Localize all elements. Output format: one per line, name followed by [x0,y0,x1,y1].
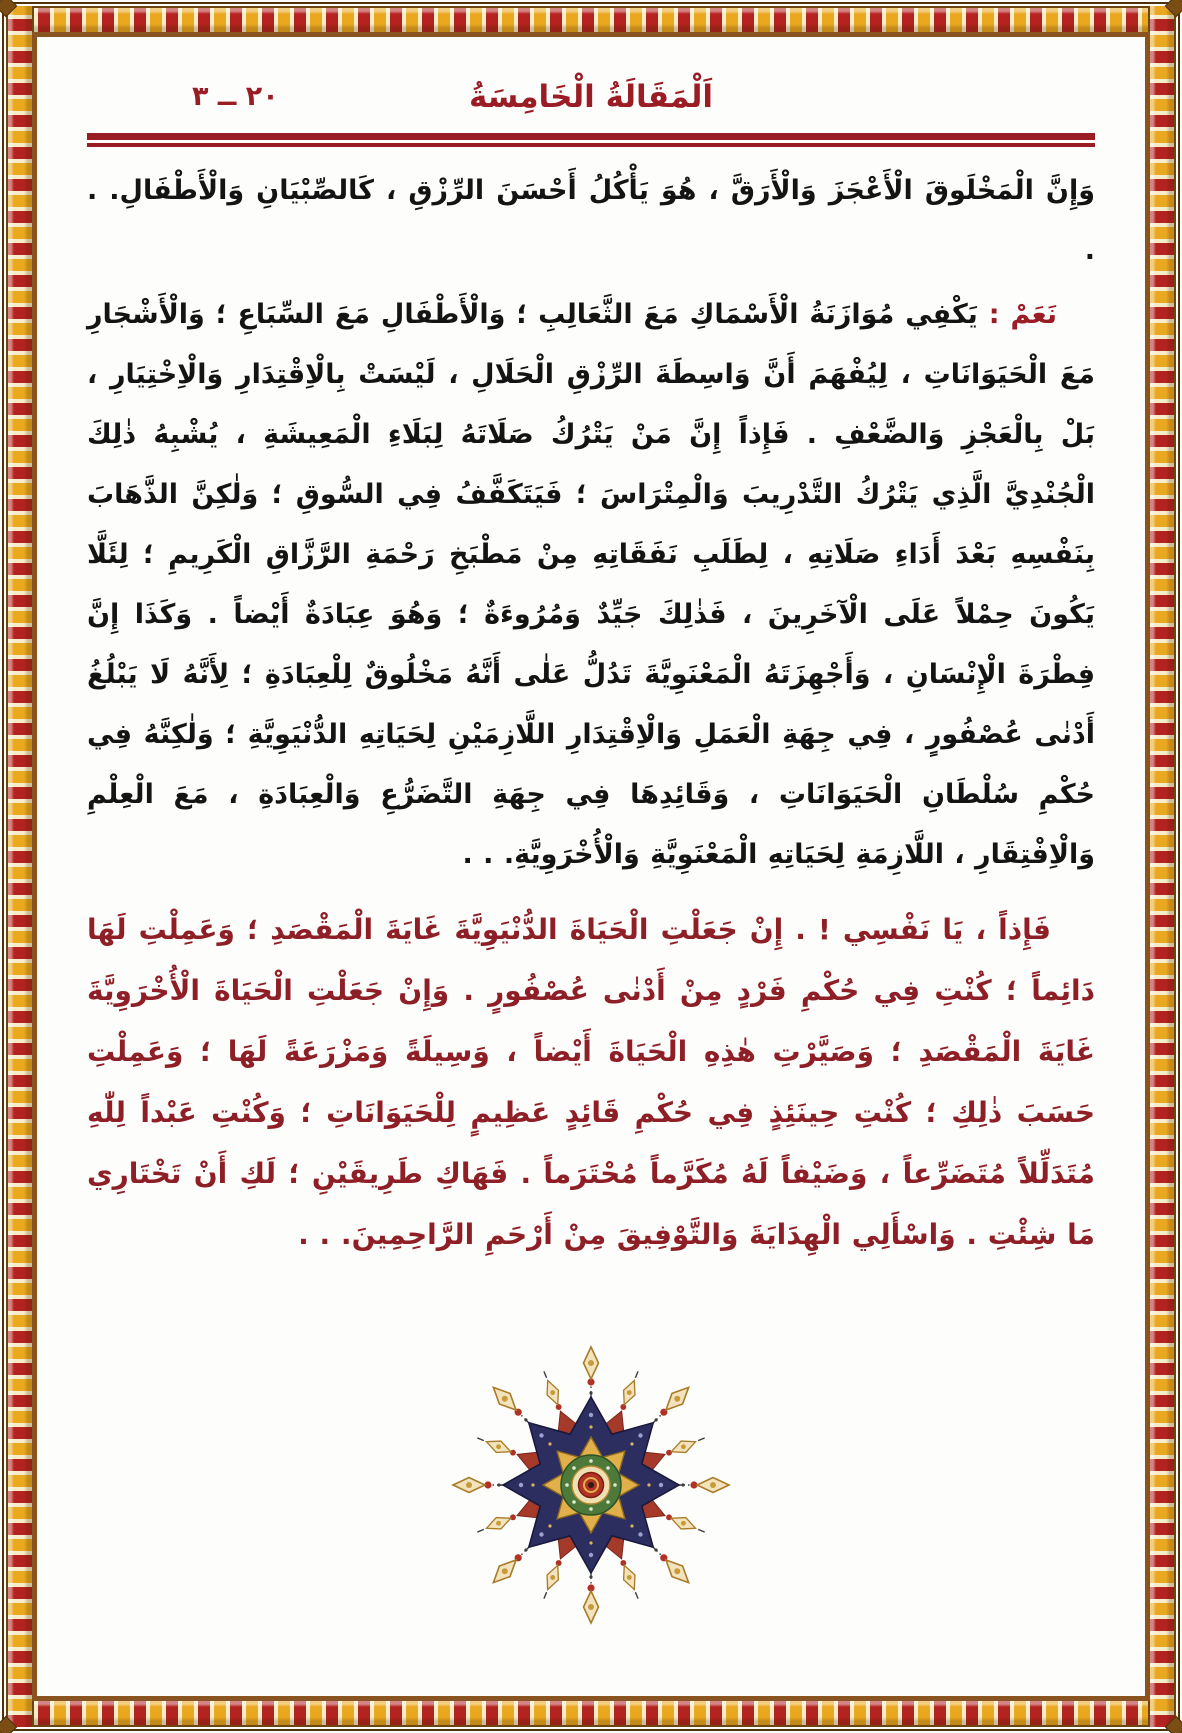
corner-finial-icon [1165,0,1182,17]
border-chain-right [1148,6,1176,1727]
border-chain-top [6,6,1176,34]
paragraph-text: يَكْفِي مُوَازَنَةُ الْأَسْمَاكِ مَعَ الثَّعَالِبِ ؛ وَالْأَطْفَالِ مَعَ السِّبَاعِ ؛ وَالْأَشْجَارِ مَعَ الْحَيَوَانَاتِ ، لِيُفْهَمَ أَنَّ وَاسِطَةَ الرِّزْقِ الْحَلَالِ ، لَيْسَتْ بِالْاِقْتِدَارِ وَالْاِخْتِيَارِ ، بَلْ بِالْعَجْزِ وَالضَّعْفِ . فَإِذاً إِنَّ مَنْ يَتْرُكُ صَلَاتَهُ لِبَلَاءِ الْمَعِيشَةِ ، يُشْبِهُ ذٰلِكَ الْجُنْدِيَّ الَّذِي يَتْرُكُ التَّدْرِيبَ وَالْمِتْرَاسَ ؛ فَيَتَكَفَّفُ فِي السُّوقِ ؛ وَلٰكِنَّ الذَّهَابَ بِنَفْسِهِ بَعْدَ أَدَاءِ صَلَاتِهِ ، لِطَلَبِ نَفَقَاتِهِ مِنْ مَطْبَخِ رَحْمَةِ الرَّزَّاقِ الْكَرِيمِ ؛ لِئَلَّا يَكُونَ حِمْلاً عَلَى الْآخَرِينَ ، فَذٰلِكَ جَيِّدٌ وَمُرُوءَةٌ ؛ وَهُوَ عِبَادَةٌ أَيْضاً . وَكَذَا إِنَّ فِطْرَةَ الْإِنْسَانِ ، وَأَجْهِزَتَهُ الْمَعْنَوِيَّةَ تَدُلُّ عَلٰى أَنَّهُ مَخْلُوقٌ لِلْعِبَادَةِ ؛ لِأَنَّهُ لَا يَبْلُغُ أَدْنٰى عُصْفُورٍ ، فِي جِهَةِ الْعَمَلِ وَالْاِقْتِدَارِ اللَّازِمَيْنِ لِحَيَاتِهِ الدُّنْيَوِيَّةِ ؛ وَلٰكِنَّهُ فِي حُكْمِ سُلْطَانِ الْحَيَوَانَاتِ ، وَقَائِدِهَا فِي جِهَةِ التَّضَرُّعِ وَالْعِبَادَةِ ، مَعَ الْعِلْمِ وَالْاِفْتِقَارِ ، اللَّازِمَةِ لِحَيَاتِهِ الْمَعْنَوِيَّةِ وَالْأُخْرَوِيَّةِ. . . [87,299,1095,870]
page-title: اَلْمَقَالَةُ الْخَامِسَةُ [468,79,714,115]
header-rule-thin [87,143,1095,147]
body-text [87,161,1095,1265]
page-header [87,71,1095,123]
header-rule-thick [87,133,1095,140]
paragraph-lead: نَعَمْ : [977,299,1057,330]
border-chain-left [6,6,34,1727]
paragraph-text: فَإِذاً ، يَا نَفْسِي ! . إِنْ جَعَلْتِ الْحَيَاةَ الدُّنْيَوِيَّةَ غَايَةَ الْمَقْصَدِ ؛ وَعَمِلْتِ لَهَا دَائِماً ؛ كُنْتِ فِي حُكْمِ فَرْدٍ مِنْ أَدْنٰى عُصْفُورٍ . وَإِنْ جَعَلْتِ الْحَيَاةَ الْأُخْرَوِيَّةَ غَايَةَ الْمَقْصَدِ ؛ وَصَيَّرْتِ هٰذِهِ الْحَيَاةَ أَيْضاً ، وَسِيلَةً وَمَزْرَعَةً لَهَا ؛ وَعَمِلْتِ حَسَبَ ذٰلِكِ ؛ كُنْتِ حِينَئِذٍ فِي حُكْمِ قَائِدٍ عَظِيمٍ لِلْحَيَوَانَاتِ ؛ وَكُنْتِ عَبْداً لِلّٰهِ مُتَدَلِّلاً مُتَضَرِّعاً ، وَضَيْفاً لَهُ مُكَرَّماً مُحْتَرَماً . فَهَاكِ طَرِيقَيْنِ ؛ لَكِ أَنْ تَخْتَارِي مَا شِئْتِ . وَاسْأَلِي الْهِدَايَةَ وَالتَّوْفِيقَ مِنْ أَرْحَمِ الرَّاحِمِينَ. . . [87,913,1095,1251]
header-rule [87,133,1095,147]
paragraph [87,161,1095,281]
paragraph-text: وَإِنَّ الْمَخْلَوقَ الْأَعْجَزَ وَالْأَرَقَّ ، هُوَ يَأْكُلُ أَحْسَنَ الرِّزْقِ ، كَالصِّبْيَانِ وَالْأَطْفَالِ. . . [87,175,1095,266]
paragraph [87,285,1095,885]
corner-finial-icon [0,1716,17,1733]
paragraph-red [87,899,1095,1265]
rosette-container [87,1343,1095,1631]
shamsa-rosette-icon [449,1343,733,1627]
corner-finial-icon [0,0,17,17]
border-chain-bottom [6,1699,1176,1727]
corner-finial-icon [1165,1716,1182,1733]
page-number: ٢٠ ــ ٣ [192,81,279,112]
page-content [37,37,1145,1696]
